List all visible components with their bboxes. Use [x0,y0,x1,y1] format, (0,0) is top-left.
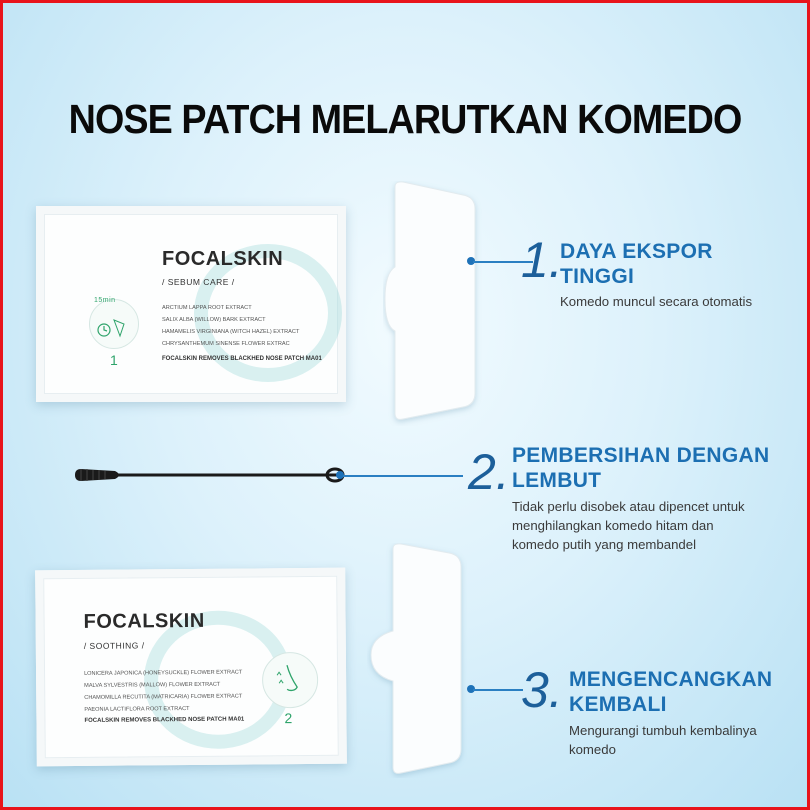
ingredient-item: CHAMOMILLA RECUTITA (MATRICARIA) FLOWER EXTRACT [84,693,243,701]
step-description-line: komedo putih yang membandel [512,537,697,552]
step-description-line: menghilangkan komedo hitam dan [512,518,714,533]
step-heading-line: MENGENCANGKAN [569,668,773,691]
timer-label: 15min [94,297,116,304]
step-description-line: Komedo muncul secara otomatis [560,294,753,309]
nose-patch [383,181,483,426]
step-number: 1. [521,232,563,288]
step-heading-line: LEMBUT [512,469,602,492]
step-description [560,292,752,311]
care-label: / SOOTHING / [83,640,145,651]
step-heading-line: TINGGI [560,265,635,288]
ingredient-list [84,667,243,716]
ingredient-item: ARCTIUM LAPPA ROOT EXTRACT [162,305,252,311]
step-description-line: komedo [569,742,616,757]
ingredient-list [162,302,299,350]
extraction-tool [71,461,351,491]
pointer-line [473,689,523,691]
page-title: NOSE PATCH MELARUTKAN KOMEDO [68,96,742,142]
step-number: 3. [521,662,563,718]
product-description: FOCALSKIN REMOVES BLACKHED NOSE PATCH MA01 [84,716,245,724]
brand-logo: FOCALSKIN [83,609,205,633]
step-description-line: Mengurangi tumbuh kembalinya [569,723,757,738]
ingredient-item: LONICERA JAPONICA (HONEYSUCKLE) FLOWER EXTRACT [84,669,243,677]
step-heading-line: PEMBERSIHAN DENGAN [512,444,770,467]
nose-patch [367,543,467,778]
care-label: / SEBUM CARE / [162,277,235,287]
product-description: FOCALSKIN REMOVES BLACKHED NOSE PATCH MA01 [162,356,322,362]
step-heading [560,239,713,289]
step-heading [569,667,772,717]
ingredient-item: HAMAMELIS VIRGINIANA (WITCH HAZEL) EXTRACT [162,329,300,335]
step-description [512,497,745,554]
step-heading [512,443,769,493]
step-number: 2. [468,444,510,500]
sachet-sebum-care [36,206,346,402]
ingredient-item: SALIX ALBA (WILLOW) BARK EXTRACT [162,317,266,323]
sachet-soothing [35,568,347,767]
brand-logo: FOCALSKIN [162,248,284,270]
step-description-line: Tidak perlu disobek atau dipencet untuk [512,499,745,514]
sachet-number: 2 [284,710,293,727]
ingredient-item: PAEONIA LACTIFLORA ROOT EXTRACT [84,706,190,713]
step-description [569,721,757,759]
ingredient-item: MALVA SYLVESTRIS (MALLOW) FLOWER EXTRACT [84,681,221,689]
pointer-line [343,475,463,477]
sachet-number: 1 [110,352,118,368]
nose-icon [262,652,318,708]
ingredient-item: CHRYSANTHEMUM SINENSE FLOWER EXTRAC [162,341,290,347]
step-heading-line: KEMBALI [569,693,667,716]
step-heading-line: DAYA EKSPOR [560,240,713,263]
clock-icon [89,299,139,349]
